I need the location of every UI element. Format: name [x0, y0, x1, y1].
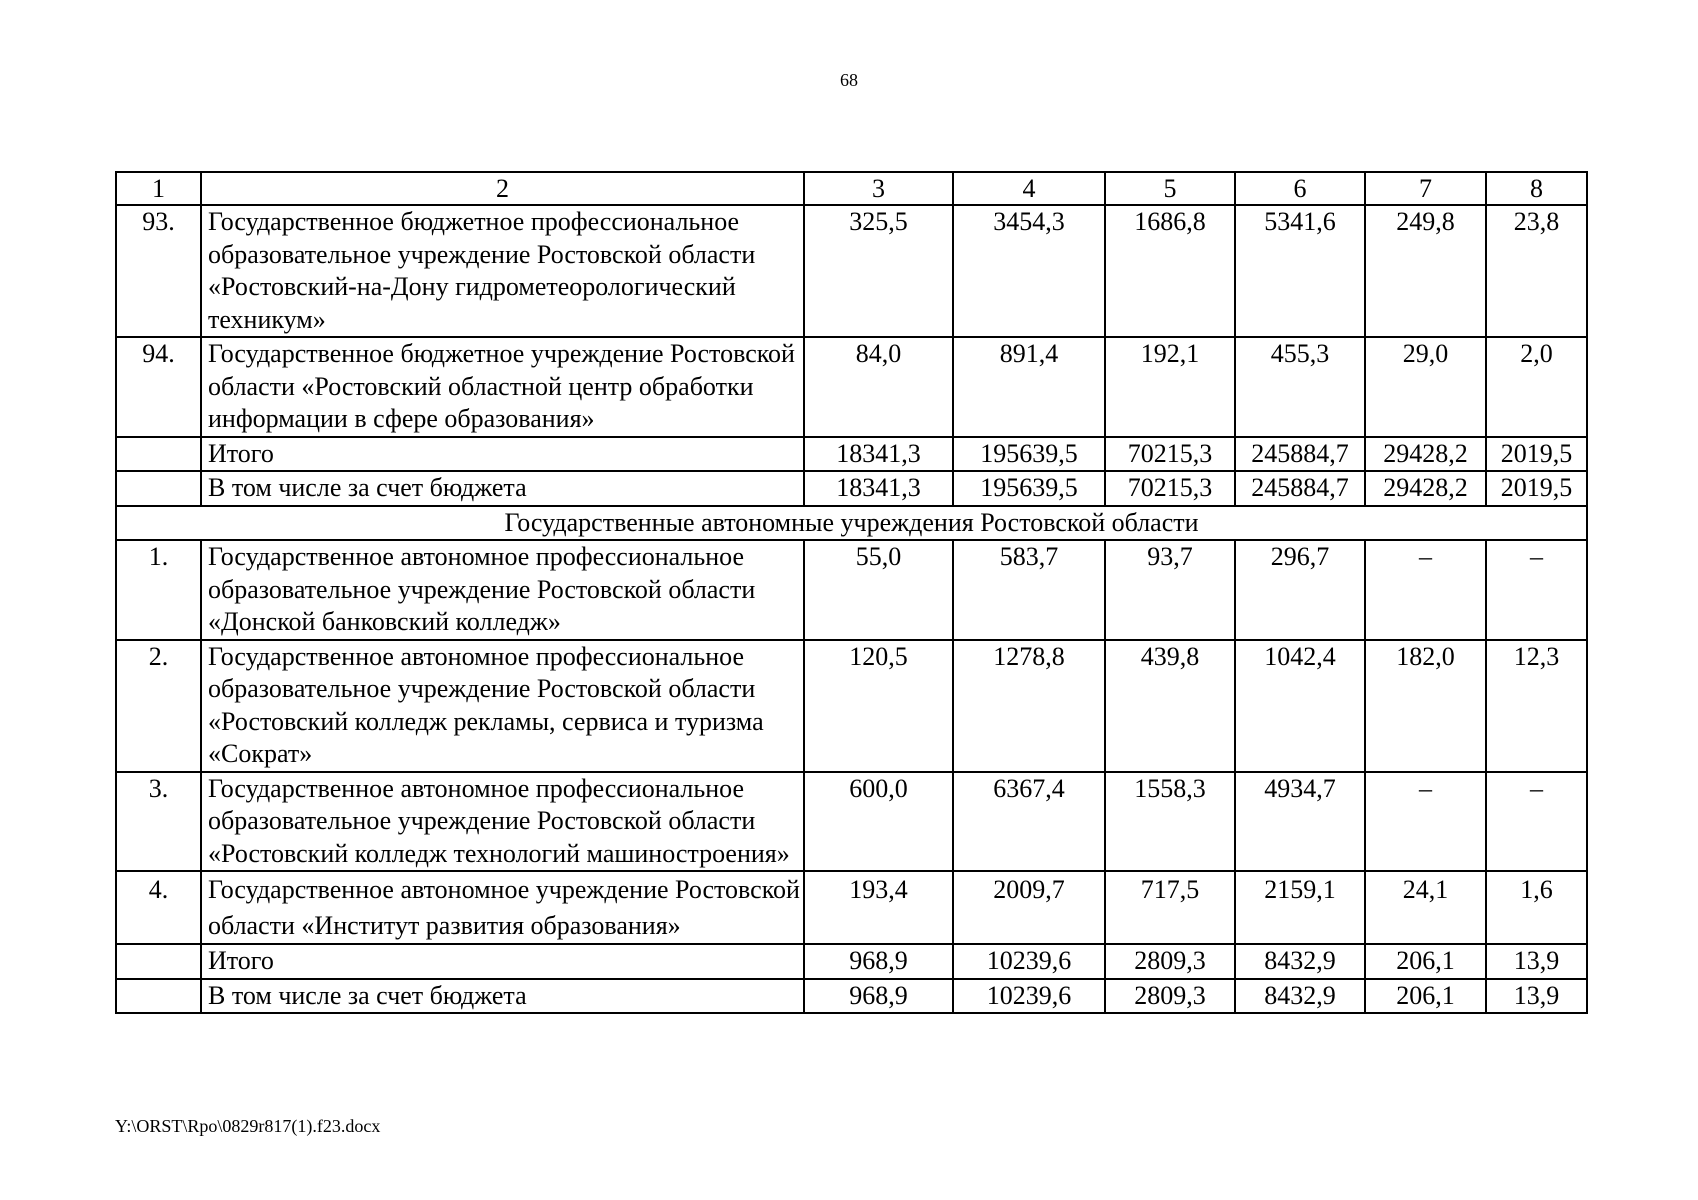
- value-cell: 455,3: [1235, 337, 1365, 437]
- value-cell: 70215,3: [1105, 471, 1235, 506]
- value-cell: 84,0: [804, 337, 953, 437]
- value-cell: 18341,3: [804, 437, 953, 472]
- value-cell: 23,8: [1486, 205, 1587, 337]
- value-cell: 296,7: [1235, 540, 1365, 640]
- institution-name: Государственное автономное учреждение Ростовской области «Институт развития образования»: [201, 871, 804, 944]
- value-cell: 120,5: [804, 640, 953, 772]
- value-cell: 195639,5: [953, 437, 1105, 472]
- value-cell: 1042,4: [1235, 640, 1365, 772]
- page-number: 68: [840, 70, 858, 90]
- institution-name: Государственное бюджетное учреждение Ростовской области «Ростовский областной центр обработки информации в сфере образования»: [201, 337, 804, 437]
- table-row: [116, 337, 1587, 437]
- value-cell: 3454,3: [953, 205, 1105, 337]
- value-cell: 18341,3: [804, 471, 953, 506]
- row-number: 2.: [116, 640, 201, 772]
- value-cell: 439,8: [1105, 640, 1235, 772]
- value-cell: 206,1: [1365, 944, 1486, 979]
- value-cell: 325,5: [804, 205, 953, 337]
- value-cell: 245884,7: [1235, 437, 1365, 472]
- row-number: 93.: [116, 205, 201, 337]
- value-cell: 717,5: [1105, 871, 1235, 944]
- value-cell: 29428,2: [1365, 471, 1486, 506]
- value-cell: 891,4: [953, 337, 1105, 437]
- institution-name: Государственное бюджетное профессиональное образовательное учреждение Ростовской области «Ростовский-на-Дону гидрометеорологический техникум»: [201, 205, 804, 337]
- section-header-row: [116, 506, 1587, 541]
- table-header-row: [116, 172, 1587, 205]
- value-cell: 4934,7: [1235, 772, 1365, 872]
- subtotal-label: В том числе за счет бюджета: [201, 979, 804, 1014]
- value-cell: 249,8: [1365, 205, 1486, 337]
- table-row: [116, 205, 1587, 337]
- value-cell: 29,0: [1365, 337, 1486, 437]
- value-cell: 182,0: [1365, 640, 1486, 772]
- table-row: [116, 640, 1587, 772]
- value-cell: 968,9: [804, 944, 953, 979]
- value-cell: 1686,8: [1105, 205, 1235, 337]
- value-cell: 12,3: [1486, 640, 1587, 772]
- value-cell: 192,1: [1105, 337, 1235, 437]
- header-cell: 3: [804, 172, 953, 205]
- value-cell: 24,1: [1365, 871, 1486, 944]
- row-number: 3.: [116, 772, 201, 872]
- table-row: [116, 540, 1587, 640]
- value-cell: –: [1365, 540, 1486, 640]
- value-cell: 2159,1: [1235, 871, 1365, 944]
- budget-subtotal-row: [116, 979, 1587, 1014]
- subtotal-label: В том числе за счет бюджета: [201, 471, 804, 506]
- table-row: [116, 772, 1587, 872]
- header-cell: 2: [201, 172, 804, 205]
- value-cell: 2809,3: [1105, 944, 1235, 979]
- value-cell: 968,9: [804, 979, 953, 1014]
- value-cell: 1,6: [1486, 871, 1587, 944]
- value-cell: 1558,3: [1105, 772, 1235, 872]
- row-number: [116, 471, 201, 506]
- value-cell: 193,4: [804, 871, 953, 944]
- value-cell: 206,1: [1365, 979, 1486, 1014]
- value-cell: 10239,6: [953, 979, 1105, 1014]
- value-cell: –: [1486, 540, 1587, 640]
- value-cell: 29428,2: [1365, 437, 1486, 472]
- value-cell: 93,7: [1105, 540, 1235, 640]
- total-row: [116, 437, 1587, 472]
- value-cell: 2009,7: [953, 871, 1105, 944]
- value-cell: 245884,7: [1235, 471, 1365, 506]
- section-title: Государственные автономные учреждения Ростовской области: [116, 506, 1587, 541]
- value-cell: 8432,9: [1235, 979, 1365, 1014]
- row-number: [116, 944, 201, 979]
- header-cell: 5: [1105, 172, 1235, 205]
- row-number: 1.: [116, 540, 201, 640]
- header-cell: 4: [953, 172, 1105, 205]
- total-label: Итого: [201, 437, 804, 472]
- header-cell: 6: [1235, 172, 1365, 205]
- value-cell: 1278,8: [953, 640, 1105, 772]
- value-cell: 2,0: [1486, 337, 1587, 437]
- value-cell: 13,9: [1486, 944, 1587, 979]
- value-cell: 583,7: [953, 540, 1105, 640]
- value-cell: 70215,3: [1105, 437, 1235, 472]
- value-cell: 55,0: [804, 540, 953, 640]
- total-label: Итого: [201, 944, 804, 979]
- table-row: [116, 871, 1587, 944]
- value-cell: 2019,5: [1486, 437, 1587, 472]
- header-cell: 7: [1365, 172, 1486, 205]
- header-cell: 8: [1486, 172, 1587, 205]
- row-number: 4.: [116, 871, 201, 944]
- budget-subtotal-row: [116, 471, 1587, 506]
- row-number: [116, 979, 201, 1014]
- value-cell: 10239,6: [953, 944, 1105, 979]
- value-cell: 600,0: [804, 772, 953, 872]
- row-number: 94.: [116, 337, 201, 437]
- value-cell: 13,9: [1486, 979, 1587, 1014]
- budget-table: [115, 171, 1588, 1014]
- value-cell: 6367,4: [953, 772, 1105, 872]
- value-cell: –: [1365, 772, 1486, 872]
- value-cell: –: [1486, 772, 1587, 872]
- value-cell: 8432,9: [1235, 944, 1365, 979]
- value-cell: 2809,3: [1105, 979, 1235, 1014]
- value-cell: 2019,5: [1486, 471, 1587, 506]
- header-cell: 1: [116, 172, 201, 205]
- value-cell: 195639,5: [953, 471, 1105, 506]
- document-file-path: Y:\ORST\Rpo\0829r817(1).f23.docx: [115, 1116, 381, 1136]
- institution-name: Государственное автономное профессиональное образовательное учреждение Ростовской области «Ростовский колледж технологий машиностроения»: [201, 772, 804, 872]
- institution-name: Государственное автономное профессиональное образовательное учреждение Ростовской области «Донской банковский колледж»: [201, 540, 804, 640]
- institution-name: Государственное автономное профессиональное образовательное учреждение Ростовской области «Ростовский колледж рекламы, сервиса и туризма «Сократ»: [201, 640, 804, 772]
- value-cell: 5341,6: [1235, 205, 1365, 337]
- row-number: [116, 437, 201, 472]
- total-row: [116, 944, 1587, 979]
